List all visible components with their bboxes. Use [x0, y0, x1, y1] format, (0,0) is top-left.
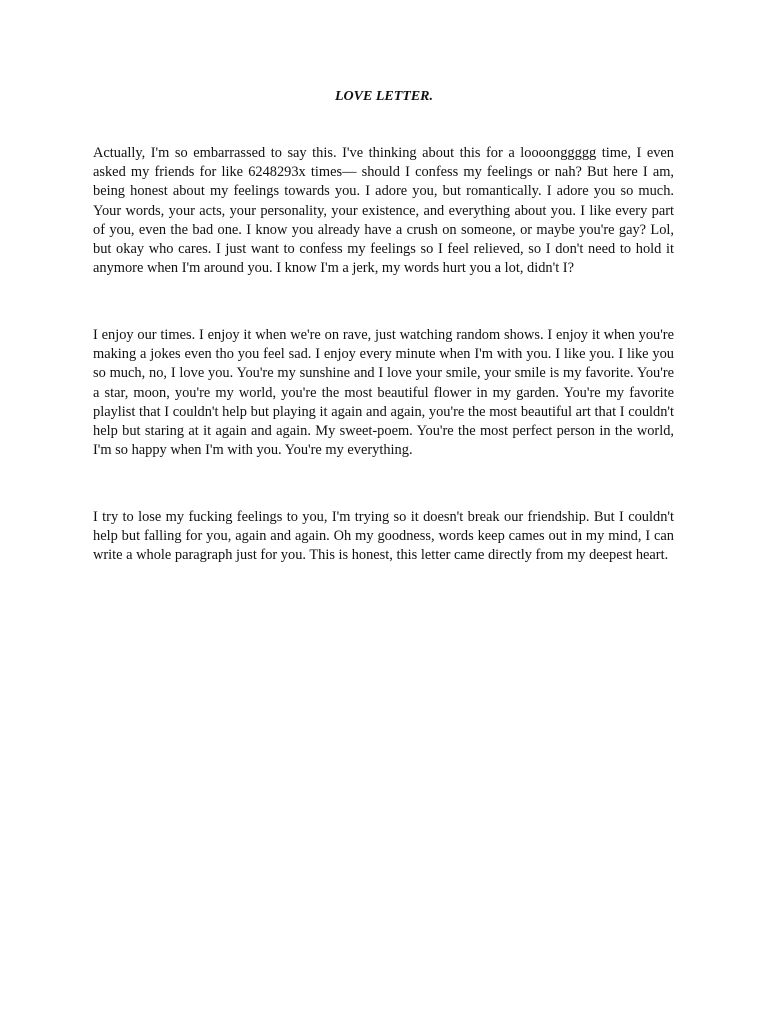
- letter-paragraph-3: I try to lose my fucking feelings to you, I'm trying so it doesn't break our friendship. But I couldn't help but falling for you, again and again. Oh my goodness, words keep cames out in my mind, I can write a whole paragraph just for you. This is honest, this letter came directly from my deepest heart.: [93, 509, 674, 564]
- letter-paragraph-1: Actually, I'm so embarrassed to say this. I've thinking about this for a loooonggggg time, I even asked my friends for like 6248293x times— should I confess my feelings or nah? But here I am, being honest about my feelings towards you. I adore you, but romantically. I adore you so much. Your words, your acts, your personality, your existence, and everything about you. I like every part of you, even the bad one. I know you already have a crush on someone, or maybe you're gay? Lol, but okay who cares. I just want to confess my feelings so I feel relieved, so I don't need to hold it anymore when I'm around you. I know I'm a jerk, my words hurt you a lot, didn't I?: [93, 145, 674, 277]
- letter-title: LOVE LETTER.: [334, 89, 433, 104]
- letter-paragraph-2: I enjoy our times. I enjoy it when we're on rave, just watching random shows. I enjoy it when you're making a jokes even tho you feel sad. I enjoy every minute when I'm with you. I like you. I like you so much, no, I love you. You're my sunshine and I love your smile, your smile is my favorite. You're a star, moon, you're my world, you're the most beautiful flower in my garden. You're my favorite playlist that I couldn't help but playing it again and again, you're the most beautiful art that I couldn't help but staring at it again and again. My sweet-poem. You're the most perfect person in the world, I'm so happy when I'm with you. You're my everything.: [93, 327, 674, 459]
